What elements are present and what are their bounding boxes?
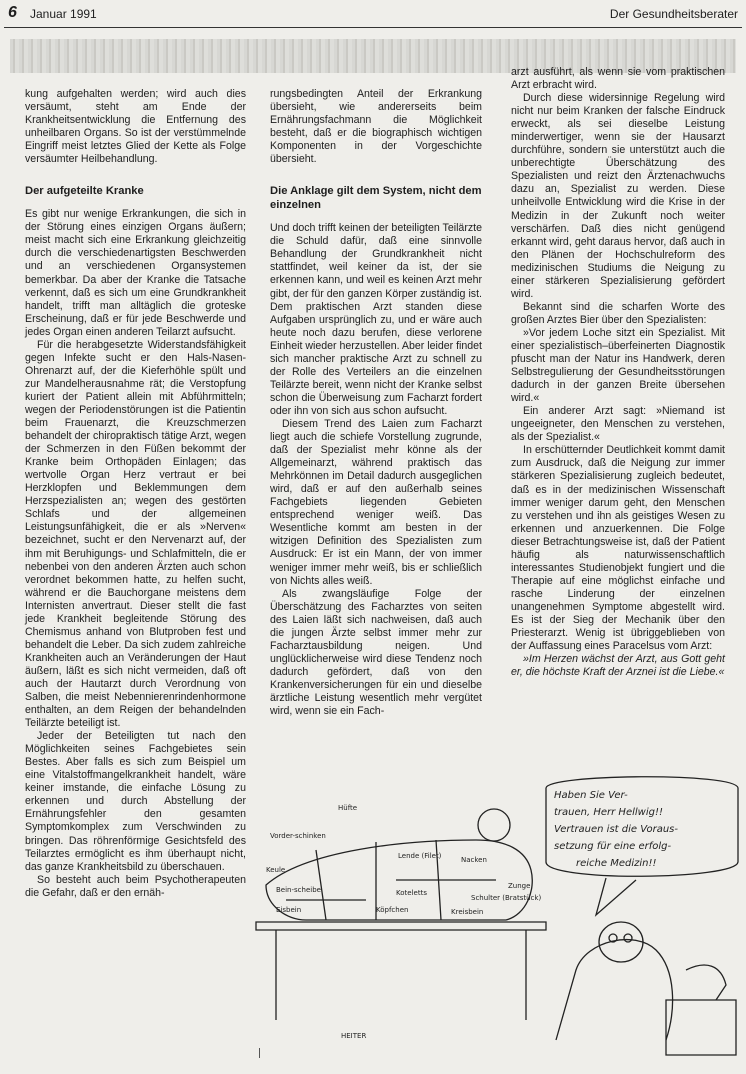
cut-label: Keule <box>266 866 286 874</box>
speech-line: Haben Sie Ver- <box>554 790 628 801</box>
cut-label: Hüfte <box>338 804 358 812</box>
column-2 <box>270 88 482 718</box>
cut-label: Zunge <box>508 882 531 890</box>
speech-bubble-tail <box>596 878 636 915</box>
cartoonist-signature: HEITER <box>341 1032 367 1040</box>
column-1 <box>25 88 246 900</box>
doctor-head <box>599 922 643 962</box>
patient-head <box>478 809 510 841</box>
cut-label: Schulter (Bratstück) <box>471 894 542 902</box>
paragraph: Als zwangsläufige Folge der Überschätzung des Facharztes von seiten des Laien läßt sich nachweisen, daß auch die jungen Ärzte selbst immer mehr zur Facharztausbildung neigen. Und unglücklicherweise wird diese Tendenz noch dadurch gefördert, daß von den Krankenversicherungen für ein und dieselbe ärztliche Leistung wesentlich mehr vergütet wird, wenn sie ein Fach- <box>270 587 482 718</box>
section-heading: Der aufgeteilte Kranke <box>25 185 144 198</box>
speech-line: Vertrauen ist die Voraus- <box>554 824 678 835</box>
speech-line: trauen, Herr Hellwig!! <box>554 807 663 818</box>
cut-label: Lende (Filet) <box>398 852 442 860</box>
desk <box>666 1000 736 1055</box>
cut-label: Nacken <box>461 856 487 864</box>
paragraph: Für die herabgesetzte Widerstandsfähigkeit gegen Infekte sucht er den Hals-Nasen-Ohrenarzt auf, der die Kieferhöhle spült und zur Mandelherausnahme rät; die Verstopfung kuriert der Patient allein mit Abführmitteln; wegen der Periodenstörungen ist die Patientin beim Frauenarzt, die Kreuzschmerzen behandelt der chiropraktisch tätige Arzt, wegen der Schmerzen in den Füßen bekommt der Kranke beim Orthopäden Einlagen; das wertvolle Organ Herz vertraut er bei Herzklopfen und Beklemmungen dem Herzspezialisten an; wegen des gestörten Schlafs und der allgemeinen Leistungsunfähigkeit, die er als »Nerven« bezeichnet, sucht er den Nervenarzt auf, der ihm mit Beruhigungs- und Schlafmitteln, die er nebenbei von den anderen Ärzten auch schon verordnet bekommen hatte, zu helfen sucht, während er die Bauchorgane meistens dem Internisten anvertraut. Dieser stellt die fast jede Krankheit begleitende Störung des Chemismus anhand von Blutproben fest und behandelt die Leber. Da sich zudem zahlreiche Krankheiten auch an Veränderungen der Haut äußern, läßt es sich nicht vermeiden, daß oft auch der Hautarzt durch Verordnung von Salben, die meist Nebennierenrindenhormone enthalten, an dem Reigen der behandelnden Teilärzte beteiligt ist. <box>25 338 246 730</box>
cut-label: Kreisbein <box>451 908 484 916</box>
paragraph: Jeder der Beteiligten tut nach den Möglichkeiten seines Fachgebietes sein Bestes. Aber falls es sich zum Beispiel um eine Vitalstoffmangelkrankheit handelt, wäre keiner imstande, die einfache Lösung zu erkennen und durch Abstellung der Ernährungsfehler den gesamten Symptomkomplex zum Verschwinden zu bringen. Das röhrenförmige Gesichtsfeld des Teilarztes ermöglicht es ihm überhaupt nicht, das ganze Krankheitsbild zu überschauen. <box>25 730 246 873</box>
quote-paragraph: »Vor jedem Loche sitzt ein Spezialist. Mit einer spezialistisch–überfeinerten Diagnostik pfuscht man der Natur ins Handwerk, deren Selbstregulierung der Gesundheitsstörungen dadurch in der ganzen Breite übersehen wird.« <box>511 326 725 405</box>
cut-label: Vorder-schinken <box>270 832 326 840</box>
doctor-cartoon <box>246 770 742 1060</box>
paragraph: Es gibt nur wenige Erkrankungen, die sich in der Störung eines einzigen Organs äußern; meist macht sich eine Erkrankung gleichzeitig durch die verschiedenartigsten Beschwerden und an verschiedenen Organsystemen bemerkbar. Da aber der Kranke die Tatsache verkennt, daß es sich um eine Grundkrankheit handelt, trifft man alltäglich die groteske Erscheinung, daß er für jede Beschwerde und jedes Organ einen anderen Teilarzt aufsucht. <box>25 208 246 338</box>
paracelsus-quote: »Im Herzen wächst der Arzt, aus Gott geht er, die höchste Kraft der Arznei ist die Liebe.« <box>511 653 725 679</box>
cut-label: Köpfchen <box>376 906 409 914</box>
magazine-title: Der Gesundheitsberater <box>609 7 738 21</box>
paragraph: Durch diese widersinnige Regelung wird nicht nur beim Kranken der falsche Eindruck erweckt, als sei dieselbe Leistung minderwertiger, wenn sie der Hausarzt durchführe, sondern sie unterstützt auch die unberechtigte Überschätzung des Spezialisten und reizt den Ärztenachwuchs dazu an, Spezialist zu werden. Diese unheilvolle Entwicklung wird die Krise in der Medizin in der Zukunft noch weiter verschärfen. Daß dies nicht genügend erkannt wird, geht daraus hervor, daß auch in den Plänen der Hochschulreform des medizinischen Studiums die Neigung zu einer stärkeren Spezialisierung gefördert wird. <box>511 92 725 300</box>
doctor-figure <box>556 940 673 1040</box>
paragraph: In erschütternder Deutlichkeit kommt damit zum Ausdruck, daß die Neigung zur immer stärkeren Spezialisierung zugleich bedeutet, daß es in der medizinischen Wissenschaft immer weniger darum geht, den Menschen zu verstehen und ihn als geistiges Wesen zu erkennen und anzuerkennen. Die Folge dieser Betrachtungsweise ist, daß der Patient häufig als naturwissenschaftlich interessantes Studienobjekt fungiert und die Therapie auf eine möglichst einfache und rasche Linderung der einzelnen unangenehmen Symptome abgestellt wird. Es ist der Sieg der Mechanik über den Priesterarzt. Wenig ist übriggeblieben von der Auffassung eines Paracelsus vom Arzt: <box>511 444 725 653</box>
section-heading: Die Anklage gilt dem System, nicht dem einzelnen <box>270 185 482 212</box>
header-rule <box>4 27 742 28</box>
issue-date: Januar 1991 <box>30 7 97 21</box>
paragraph: Bekannt sind die scharfen Worte des großen Arztes Bier über den Spezialisten: <box>511 300 725 326</box>
column-3 <box>511 66 725 679</box>
speech-line: setzung für eine erfolg- <box>554 841 672 852</box>
paragraph: Diesem Trend des Laien zum Facharzt liegt auch die schiefe Vorstellung zugrunde, daß der Spezialist mehr könne als der Allgemeinarzt, während praktisch das Mehrkönnen im Detail dadurch ausgeglichen wird, daß er auf den außerhalb seines Fachgebiets liegenden Gebieten entsprechend weniger weiß. Das Wesentliche kommt am besten in der witzigen Definition des Spezialisten zum Ausdruck: Er ist ein Mann, der von immer weniger immer mehr weiß, bis er schließlich von Nichts alles weiß. <box>270 417 482 587</box>
paragraph: Ein anderer Arzt sagt: »Niemand ist ungeeigneter, den Menschen zu verstehen, als der Spezialist.« <box>511 405 725 444</box>
speech-line: reiche Medizin!! <box>576 858 657 869</box>
paragraph: Und doch trifft keinen der beteiligten Teilärzte die Schuld dafür, daß eine sinnvolle Behandlung der Grundkrankheit nicht stattfindet, weil keiner da ist, der sie erkennen kann, und weil es keinen Arzt mehr gibt, der für den ganzen Körper zuständig ist. Dem praktischen Arzt standen diese Aufgaben ursprünglich zu, und er wäre auch heute noch dazu berufen, diese verlorene Einheit wieder herzustellen. Aber leider findet sich mancher praktische Arzt zu schnell zu der Rolle des Verteilers an die einzelnen Teilärzte bereit, wenn nicht der Kranke selbst schon die Überweisung zum Facharzt fordert oder ihn von sich aus schon aufsucht. <box>270 222 482 417</box>
paragraph: arzt ausführt, als wenn sie vom praktischen Arzt erbracht wird. <box>511 66 725 92</box>
cut-label: Koteletts <box>396 889 427 897</box>
cut-label: Eisbein <box>276 906 302 914</box>
page-header <box>8 4 738 26</box>
doctor-hand <box>686 965 726 1000</box>
paragraph: rungsbedingten Anteil der Erkrankung übersieht, wie andererseits beim Ernährungsfachmann die Möglichkeit besteht, daß er die biographisch wichtigen Komponenten in der Vorgeschichte übersieht. <box>270 88 482 166</box>
doctor-glasses <box>624 934 632 942</box>
paragraph: kung aufgehalten werden; wird auch dies versäumt, steht am Ende der Krankheitsentwicklung die Entfernung des unheilbaren Organs. So ist der verstümmelnde Eingriff meist letztes Glied der Kette als Folge versäumter Heilbehandlung. <box>25 88 246 166</box>
paragraph: So besteht auch beim Psychotherapeuten die Gefahr, daß er den ernäh- <box>25 873 246 899</box>
cut-label: Bein-scheibe <box>276 886 321 894</box>
page-number: 6 <box>8 4 17 21</box>
exam-table <box>256 922 546 1020</box>
